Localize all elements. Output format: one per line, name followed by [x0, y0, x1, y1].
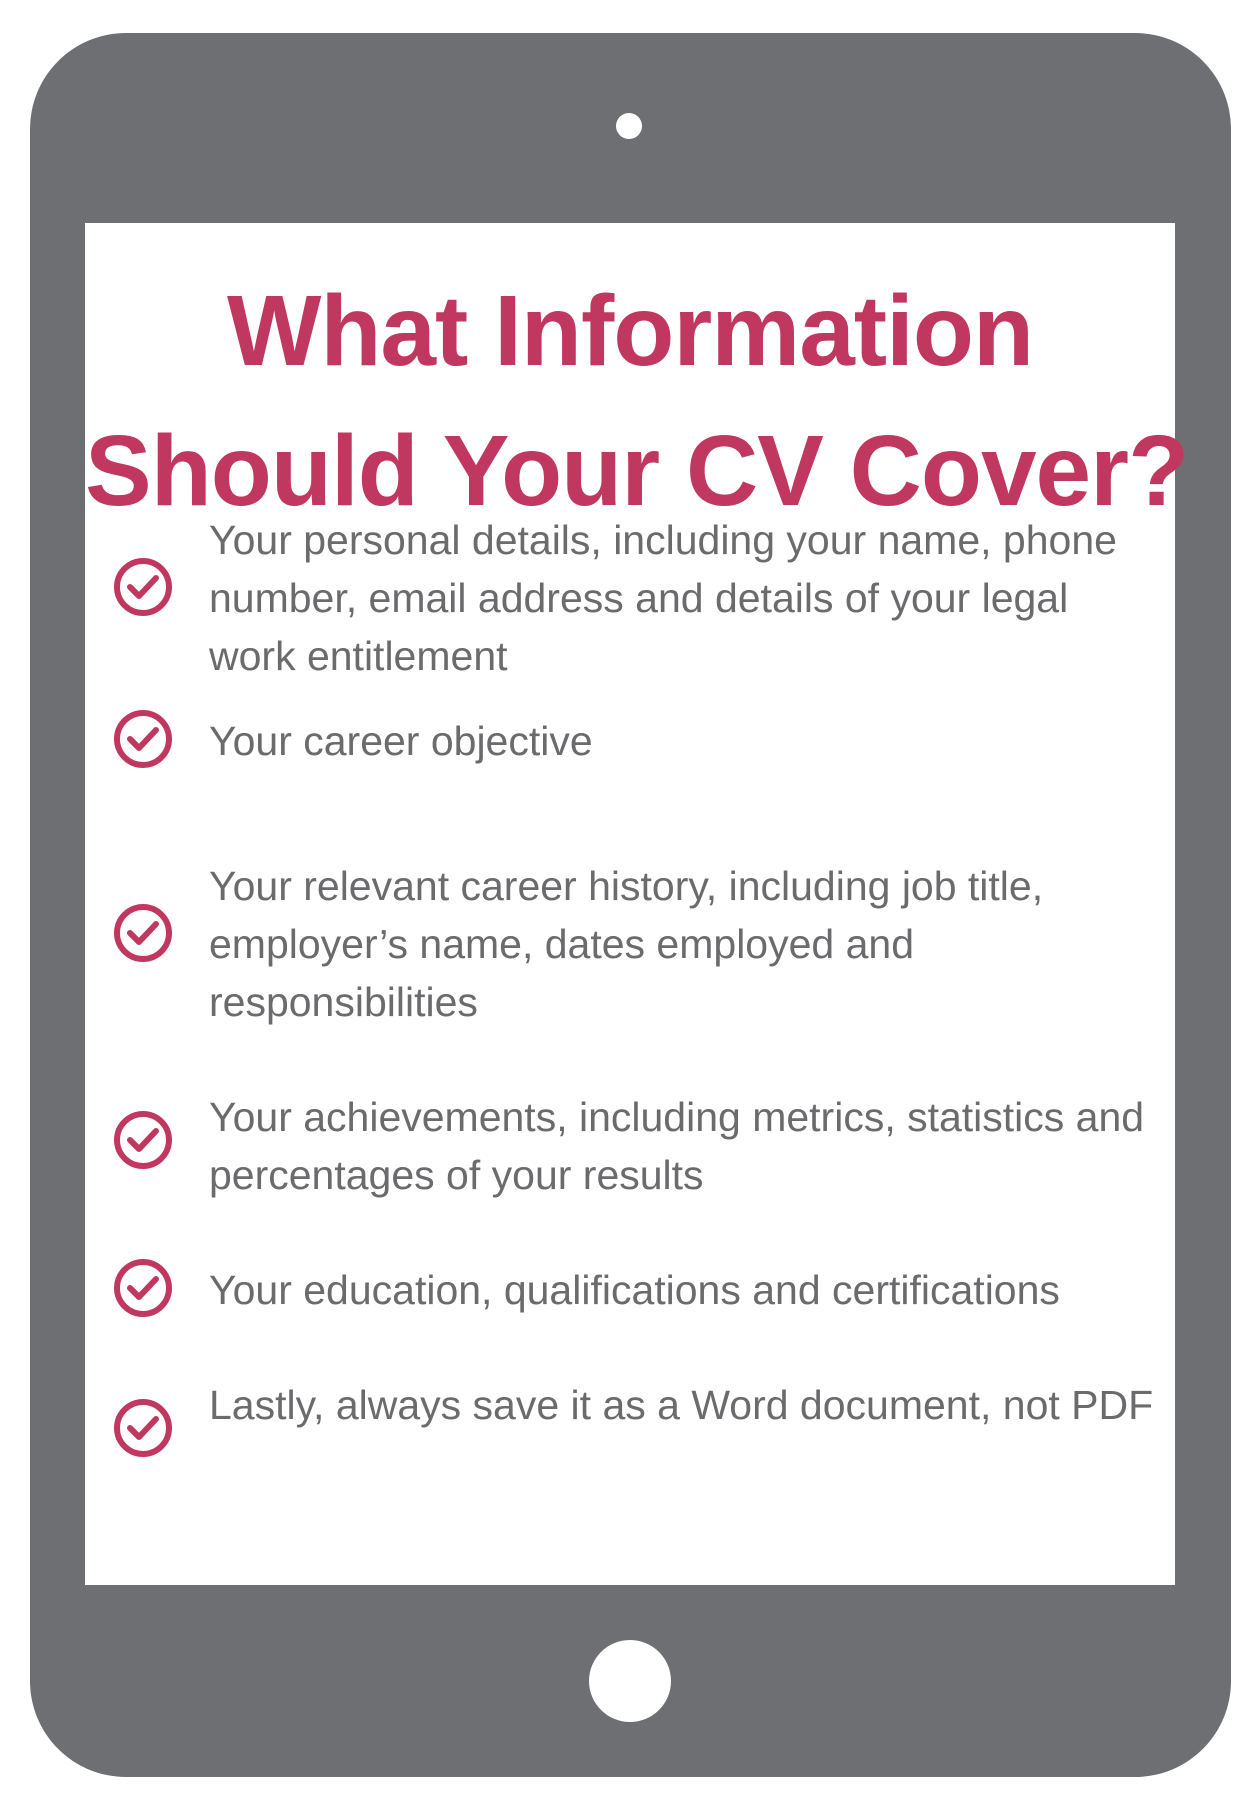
list-item-text: Your relevant career history, including job title, employer’s name, dates employed and responsibilities — [209, 863, 1044, 1025]
check-circle-icon — [112, 1257, 174, 1319]
list-item-text: Your achievements, including metrics, statistics and percentages of your results — [209, 1094, 1145, 1198]
check-circle-icon — [112, 708, 174, 770]
list-item-text: Lastly, always save it as a Word document, not PDF — [209, 1382, 1154, 1428]
title-line-2: Should Your CV Cover? — [85, 415, 1189, 527]
home-button[interactable] — [589, 1640, 671, 1722]
check-circle-icon — [112, 902, 174, 964]
tablet-frame — [30, 33, 1231, 1777]
list-item-text: Your career objective — [209, 718, 593, 764]
check-circle-icon — [112, 1109, 174, 1171]
checklist — [85, 223, 1189, 1585]
list-item-text: Your personal details, including your name, phone number, email address and details of your legal work entitlement — [209, 517, 1117, 679]
camera-dot-icon — [616, 113, 642, 139]
title-line-1: What Information — [226, 275, 1034, 387]
check-circle-icon — [112, 556, 174, 618]
check-circle-icon — [112, 1397, 174, 1459]
list-item-text: Your education, qualifications and certifications — [209, 1267, 1060, 1313]
tablet-screen — [85, 223, 1189, 1585]
